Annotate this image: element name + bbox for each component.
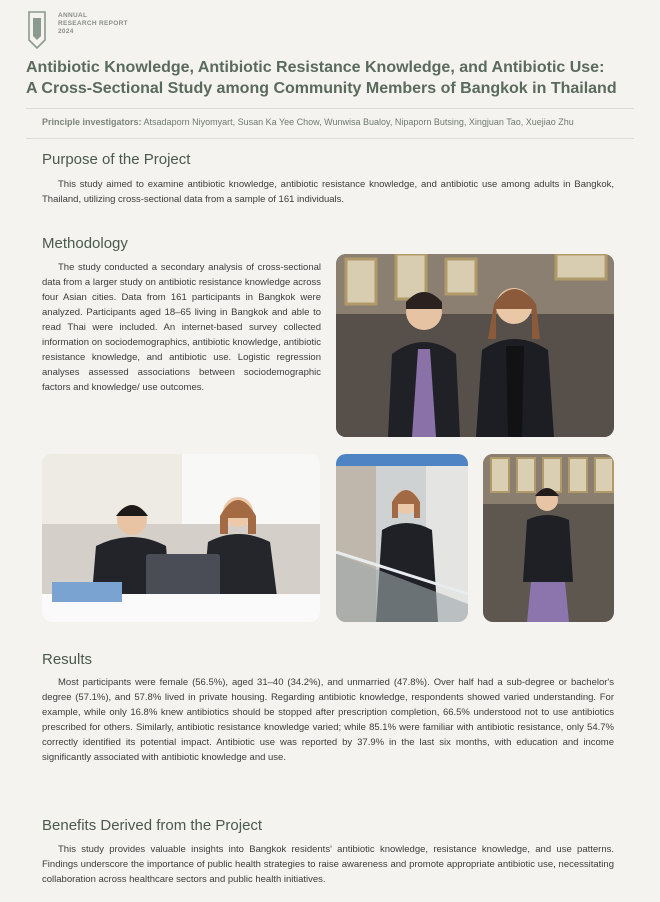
photo-researcher-gallery — [483, 454, 614, 622]
header-line-2: RESEARCH REPORT — [58, 20, 128, 27]
investigators-names: Atsadaporn Niyomyart, Susan Ka Yee Chow, Wunwisa Bualoy, Nipaporn Butsing, Xingjuan Tao, Xuejiao Zhu — [143, 117, 574, 127]
photo-researcher-gallery-image — [483, 454, 614, 622]
divider-top — [26, 108, 634, 109]
benefits-heading: Benefits Derived from the Project — [42, 817, 263, 834]
report-header — [26, 10, 128, 50]
header-line-3: 2024 — [58, 28, 74, 35]
purpose-text-body: This study aimed to examine antibiotic knowledge, antibiotic resistance knowledge, and antibiotic use among adults in Bangkok, Thailand, utilizing cross-sectional data from a sample of 161 individuals. — [42, 179, 614, 205]
benefits-text — [42, 842, 614, 887]
benefits-text-body: This study provides valuable insights into Bangkok residents' antibiotic knowledge, resistance knowledge, and use patterns. Findings underscore the importance of public health strategies to raise awareness and promote appropriate antibiotic use, necessitating collaboration across healthcare sectors and public health initiatives. — [42, 844, 614, 885]
purpose-text — [42, 177, 614, 207]
title-line-1: Antibiotic Knowledge, Antibiotic Resistance Knowledge, and Antibiotic Use: — [26, 59, 605, 76]
report-header-text — [58, 12, 128, 36]
purpose-heading: Purpose of the Project — [42, 151, 191, 168]
investigators-line — [42, 117, 642, 127]
photo-researchers-standing-image — [336, 254, 614, 437]
photo-researcher-railing — [336, 454, 468, 622]
methodology-text-body: The study conducted a secondary analysis of cross-sectional data from a larger study on antibiotic resistance knowledge across four Asian cities. Data from 161 participants in Bangkok were analyzed. Participants aged 18–65 living in Bangkok and able to read Thai were included. An internet-based survey collected information on sociodemographics, antibiotic knowledge, antibiotic resistance knowledge, and antibiotic use. Logistic regression analyses assessed associations between sociodemographic factors and knowledge/ use outcomes. — [42, 262, 321, 393]
photo-researcher-railing-image — [336, 454, 468, 622]
report-logo-icon — [26, 10, 48, 50]
results-heading: Results — [42, 651, 93, 668]
divider-investigators — [26, 138, 634, 139]
methodology-text — [42, 260, 321, 395]
photo-researchers-standing — [336, 254, 614, 437]
investigators-label: Principle investigators: — [42, 117, 142, 127]
page-title — [26, 57, 636, 99]
results-text-body: Most participants were female (56.5%), aged 31–40 (34.2%), and unmarried (47.8%). Over half had a sub-degree or bachelor's degree (57.1%), and 57.8% lived in private housing. Regarding antibiotic knowledge, respondents showed varied understanding. For example, while only 16.8% knew antibiotics should be stopped after prescription completion, 66.5% understood not to use antibiotics prescribed for others. Similarly, antibiotic resistance knowledge varied; while 85.1% were familiar with antibiotic resistance, only 54.7% correctly identified its potential impact. Antibiotic use was reported by 37.9% in the last six months, with education and income significantly associated with antibiotic knowledge and use. — [42, 677, 614, 763]
photo-researchers-laptop — [42, 454, 320, 622]
header-line-1: ANNUAL — [58, 12, 88, 19]
results-text — [42, 675, 614, 765]
title-line-2: A Cross-Sectional Study among Community Members of Bangkok in Thailand — [26, 80, 617, 97]
photo-researchers-laptop-image — [42, 454, 320, 622]
methodology-heading: Methodology — [42, 235, 128, 252]
